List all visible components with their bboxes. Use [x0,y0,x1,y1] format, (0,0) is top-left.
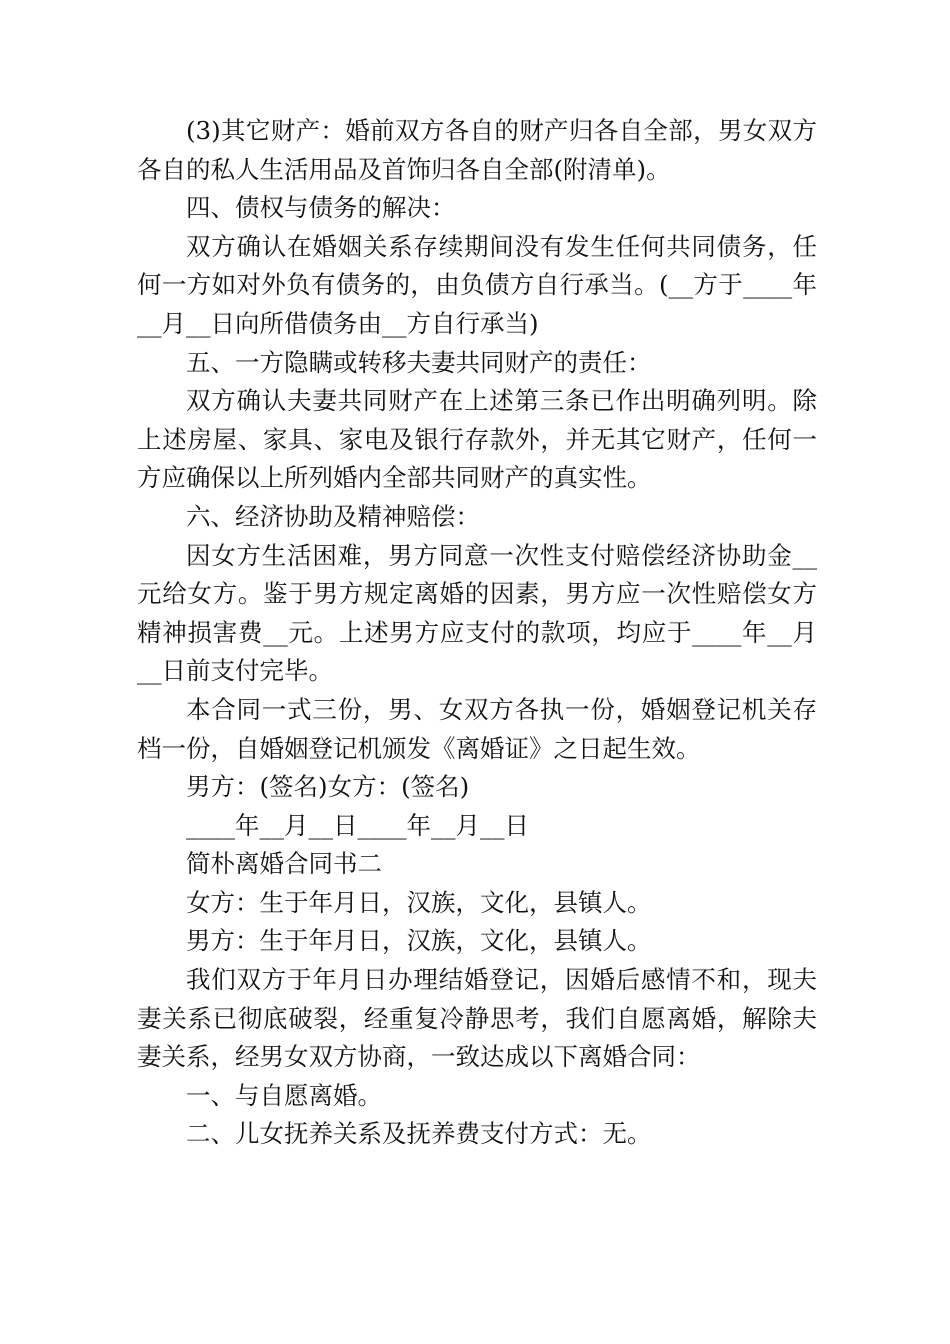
signature-line: 男方：(签名)女方：(签名) [186,772,470,802]
date-line: ____年__月__日____年__月__日 [186,810,529,840]
heading-concealment: 五、一方隐瞒或转移夫妻共同财产的责任： [186,347,652,377]
party-female: 女方：生于年月日，汉族，文化，县镇人。 [186,887,652,917]
paragraph-debts: 双方确认在婚姻关系存续期间没有发生任何共同债务，任何一方如对外负有债务的，由负债方自行承当。(__方于____年__月__日向所借债务由__方自行承当) [137,231,817,338]
party-male: 男方：生于年月日，汉族，文化，县镇人。 [186,926,652,956]
paragraph-copies: 本合同一式三份，男、女双方各执一份，婚姻登记机关存档一份，自婚姻登记机颁发《离婚证》之日起生效。 [137,694,817,763]
paragraph-concealment: 双方确认夫妻共同财产在上述第三条已作出明确列明。除上述房屋、家具、家电及银行存款外，并无其它财产，任何一方应确保以上所列婚内全部共同财产的真实性。 [137,386,817,493]
heading-compensation: 六、经济协助及精神赔偿： [186,501,480,531]
paragraph-background: 我们双方于年月日办理结婚登记，因婚后感情不和，现夫妻关系已彻底破裂，经重复冷静思考，我们自愿离婚，解除夫妻关系，经男女双方协商，一致达成以下离婚合同： [137,965,817,1072]
document-body [137,112,817,1154]
clause-1: 一、与自愿离婚。 [186,1080,382,1110]
paragraph-compensation: 因女方生活困难，男方同意一次性支付赔偿经济协助金__元给女方。鉴于男方规定离婚的因素，男方应一次性赔偿女方精神损害费__元。上述男方应支付的款项，均应于____年__月__日前支付完毕。 [137,540,817,686]
heading-debts: 四、债权与债务的解决： [186,193,456,223]
clause-2: 二、儿女抚养关系及抚养费支付方式：无。 [186,1119,652,1149]
section-title: 简朴离婚合同书二 [186,849,382,879]
paragraph-other-property: (3)其它财产：婚前双方各自的财产归各自全部，男女双方各自的私人生活用品及首饰归各自全部(附清单)。 [137,116,817,184]
